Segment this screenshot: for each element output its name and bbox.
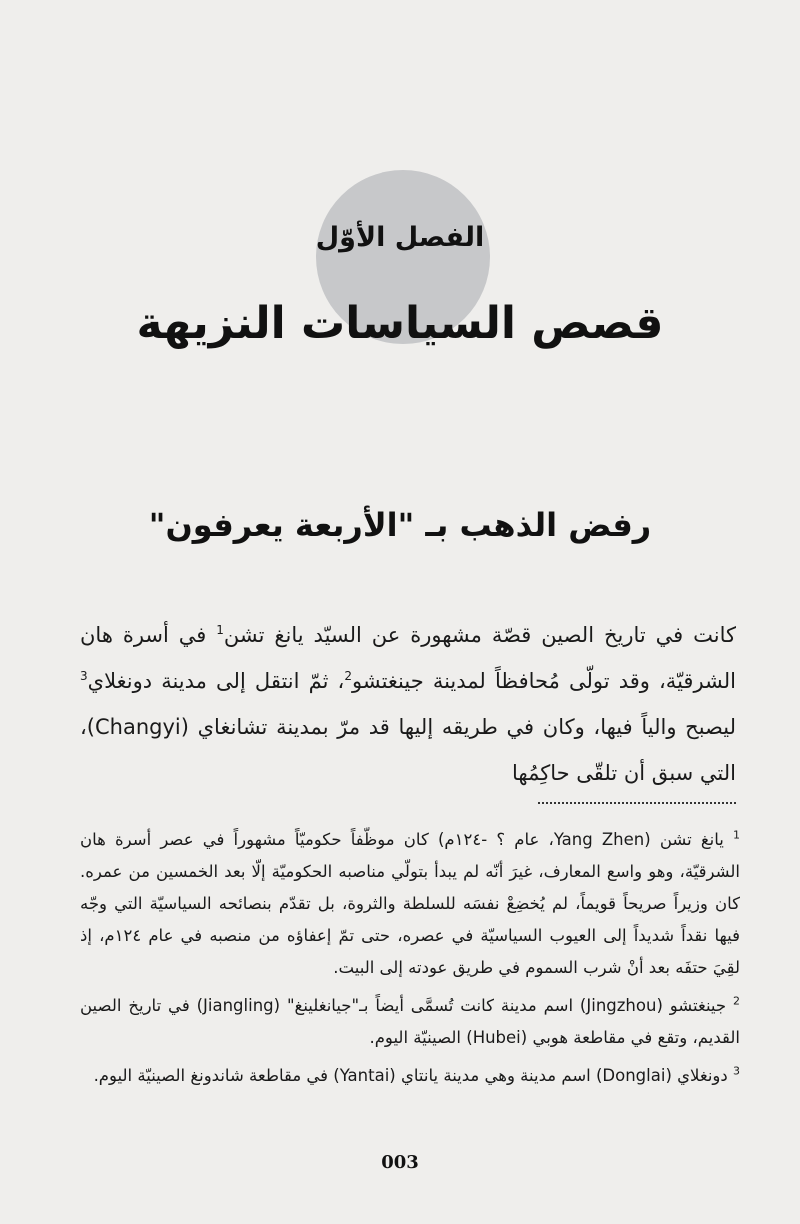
footnote-text: جينغتشو (Jingzhou) اسم مدينة كانت تُسمَّى أيضاً بـ"جيانغلينغ" (Jiangling) في تاريخ الصين القديم، وتقع في مقاطعة هوبي (Hubei) الصينيّة اليوم. <box>80 996 740 1047</box>
footnote-text: دونغلاي (Donglai) اسم مدينة وهي مدينة يانتاي (Yantai) في مقاطعة شاندونغ الصينيّة اليوم. <box>93 1066 728 1085</box>
page-number: 003 <box>381 1152 419 1173</box>
section-title: رفض الذهب بـ "الأربعة يعرفون" <box>148 506 652 544</box>
body-text-segment: في أسرة هان الشرقيّة، وقد تولّى مُحافظاً لمدينة جينغتشو <box>80 623 736 693</box>
footnote-2 <box>80 990 740 1054</box>
footnotes <box>80 824 740 1098</box>
chapter-title: قصص السياسات النزيهة <box>136 298 664 349</box>
footnote-text: يانغ تشن (Yang Zhen، عام ؟ -١٢٤م) كان موظّفاً حكوميّاً مشهوراً في عصر أسرة هان الشرقيّة، وهو واسع المعارف، غيرَ أنّه لم يبدأ بتولّي مناصبه الحكوميّة إلّا بعد الخمسين من عمره. كان وزيراً صريحاً قويماً، لم يُخضِعْ نفسَه للسلطة والثروة، بل تقدّم بنصائحه السياسيّة التي وجّه فيها نقداً شديداً إلى العيوب السياسيّة في عصره، حتى تمّ إعفاؤه من منصبه في عام ١٢٤م، إذ لقِيَ حتفَه بعد أنْ شرب السموم في طريق عودته إلى البيت. <box>80 830 740 977</box>
footnote-ref-3: 3 <box>80 669 88 683</box>
footnote-number: 1 <box>733 828 741 842</box>
footnote-number: 3 <box>733 1064 740 1078</box>
footnote-divider <box>538 802 736 804</box>
body-text-segment: كانت في تاريخ الصين قصّة مشهورة عن السيّد يانغ تشن <box>223 623 736 647</box>
footnote-3 <box>80 1060 740 1092</box>
footnote-ref-2: 2 <box>344 669 352 683</box>
footnote-number: 2 <box>733 994 740 1008</box>
footnote-1 <box>80 824 740 984</box>
footnote-ref-1: 1 <box>216 623 224 637</box>
body-text-segment: ، ثمّ انتقل إلى مدينة دونغلاي <box>87 669 345 693</box>
body-paragraph <box>80 612 736 796</box>
chapter-label: الفصل الأوّل <box>315 222 485 253</box>
body-text-segment: ليصبح والياً فيها، وكان في طريقه إليها قد مرّ بمدينة تشانغاي (Changyi)، التي سبق أن تلقّى حاكِمُها <box>80 715 736 785</box>
